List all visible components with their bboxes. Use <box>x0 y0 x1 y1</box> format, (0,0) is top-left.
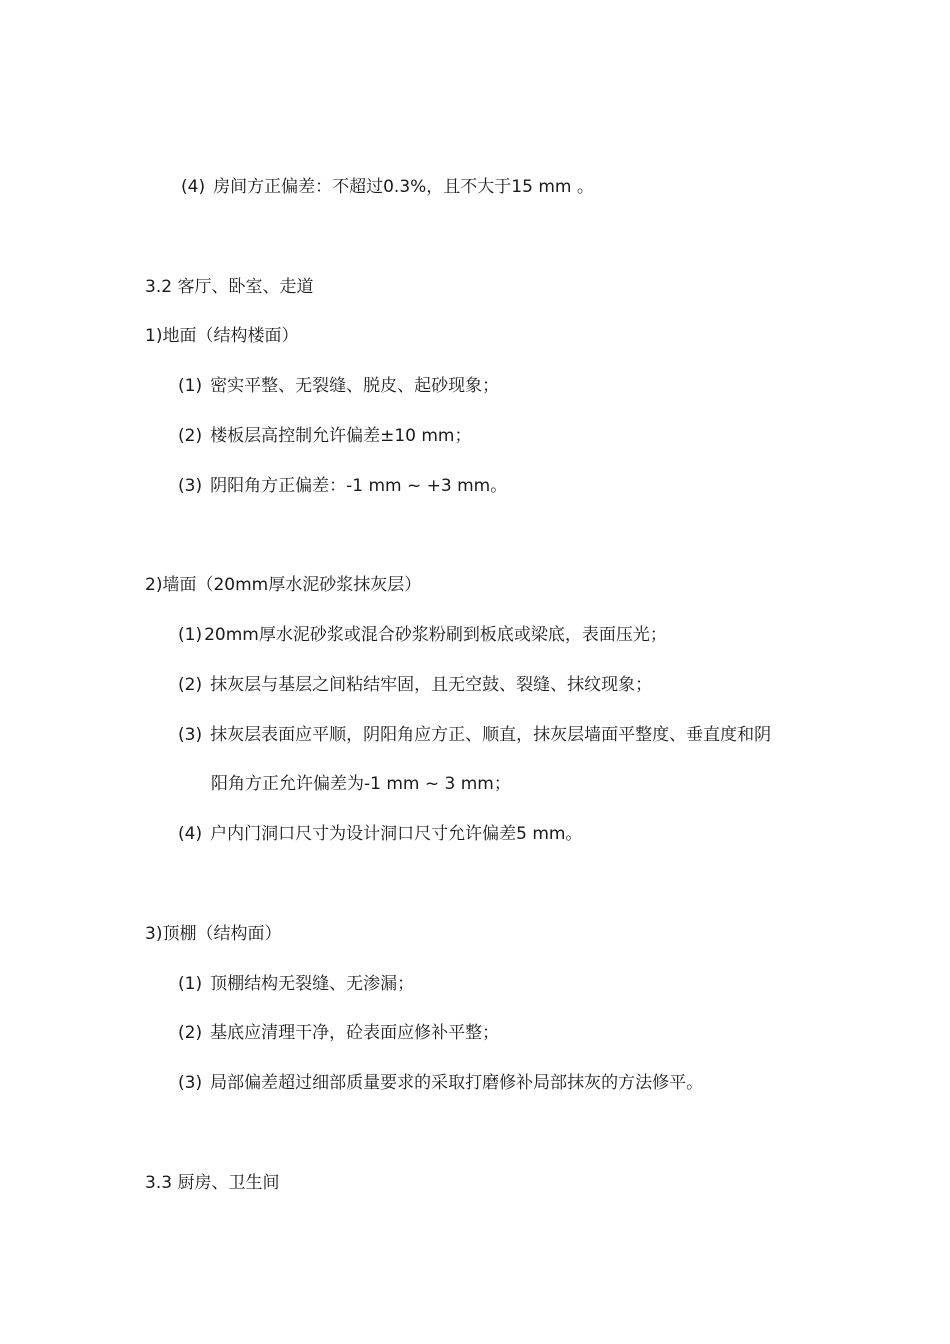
list-item <box>178 674 652 696</box>
item-text: 抹灰层表面应平顺，阴阳角应方正、顺直，抹灰层墙面平整度、垂直度和阴 <box>210 725 772 745</box>
list-item <box>178 724 771 746</box>
subsection-heading: 3)顶棚（结构面） <box>145 924 282 944</box>
item-text: 顶棚结构无裂缝、无渗漏； <box>210 974 415 994</box>
item-number: (3) <box>178 1073 203 1093</box>
item-text: 密实平整、无裂缝、脱皮、起砂现象； <box>210 376 500 396</box>
list-item <box>178 1072 703 1094</box>
list-item-continuation: 阳角方正允许偏差为-1 mm ~ 3 mm； <box>211 774 511 794</box>
item-text: 抹灰层与基层之间粘结牢固，且无空鼓、裂缝、抹纹现象； <box>210 675 653 695</box>
item-number: (4) <box>178 824 203 844</box>
subsection-heading: 2)墙面（20mm厚水泥砂浆抹灰层） <box>145 575 422 595</box>
item-number: (3) <box>178 476 203 496</box>
list-item <box>178 1022 499 1044</box>
list-item <box>178 973 414 995</box>
item-text: 基底应清理干净，砼表面应修补平整； <box>210 1023 500 1043</box>
item-text: 房间方正偏差：不超过0.3%，且不大于15 mm 。 <box>213 177 594 197</box>
item-number: (2) <box>178 675 203 695</box>
item-text: 楼板层高控制允许偏差±10 mm； <box>210 426 472 446</box>
list-item <box>178 475 507 497</box>
item-text: 户内门洞口尺寸为设计洞口尺寸允许偏差5 mm。 <box>210 824 583 844</box>
item-number: (1) <box>178 376 203 396</box>
list-item <box>178 823 582 845</box>
item-number: (4) <box>181 177 206 197</box>
subsection-heading: 1)地面（结构楼面） <box>145 326 299 346</box>
list-item <box>178 624 667 646</box>
list-item <box>178 375 499 397</box>
item-text: 局部偏差超过细部质量要求的采取打磨修补局部抹灰的方法修平。 <box>210 1073 704 1093</box>
item-number: (2) <box>178 1023 203 1043</box>
section-title: 3.3 厨房、卫生间 <box>145 1173 280 1193</box>
item-number: (3) <box>178 725 203 745</box>
item-number: (1) <box>178 974 203 994</box>
item-number: (1) <box>178 625 203 645</box>
item-text: 阴阳角方正偏差：-1 mm ~ +3 mm。 <box>210 476 508 496</box>
list-item <box>178 425 472 447</box>
list-item <box>181 176 594 198</box>
item-number: (2) <box>178 426 203 446</box>
section-title: 3.2 客厅、卧室、走道 <box>145 277 314 297</box>
item-text: 20mm厚水泥砂浆或混合砂浆粉刷到板底或梁底，表面压光； <box>204 625 667 645</box>
